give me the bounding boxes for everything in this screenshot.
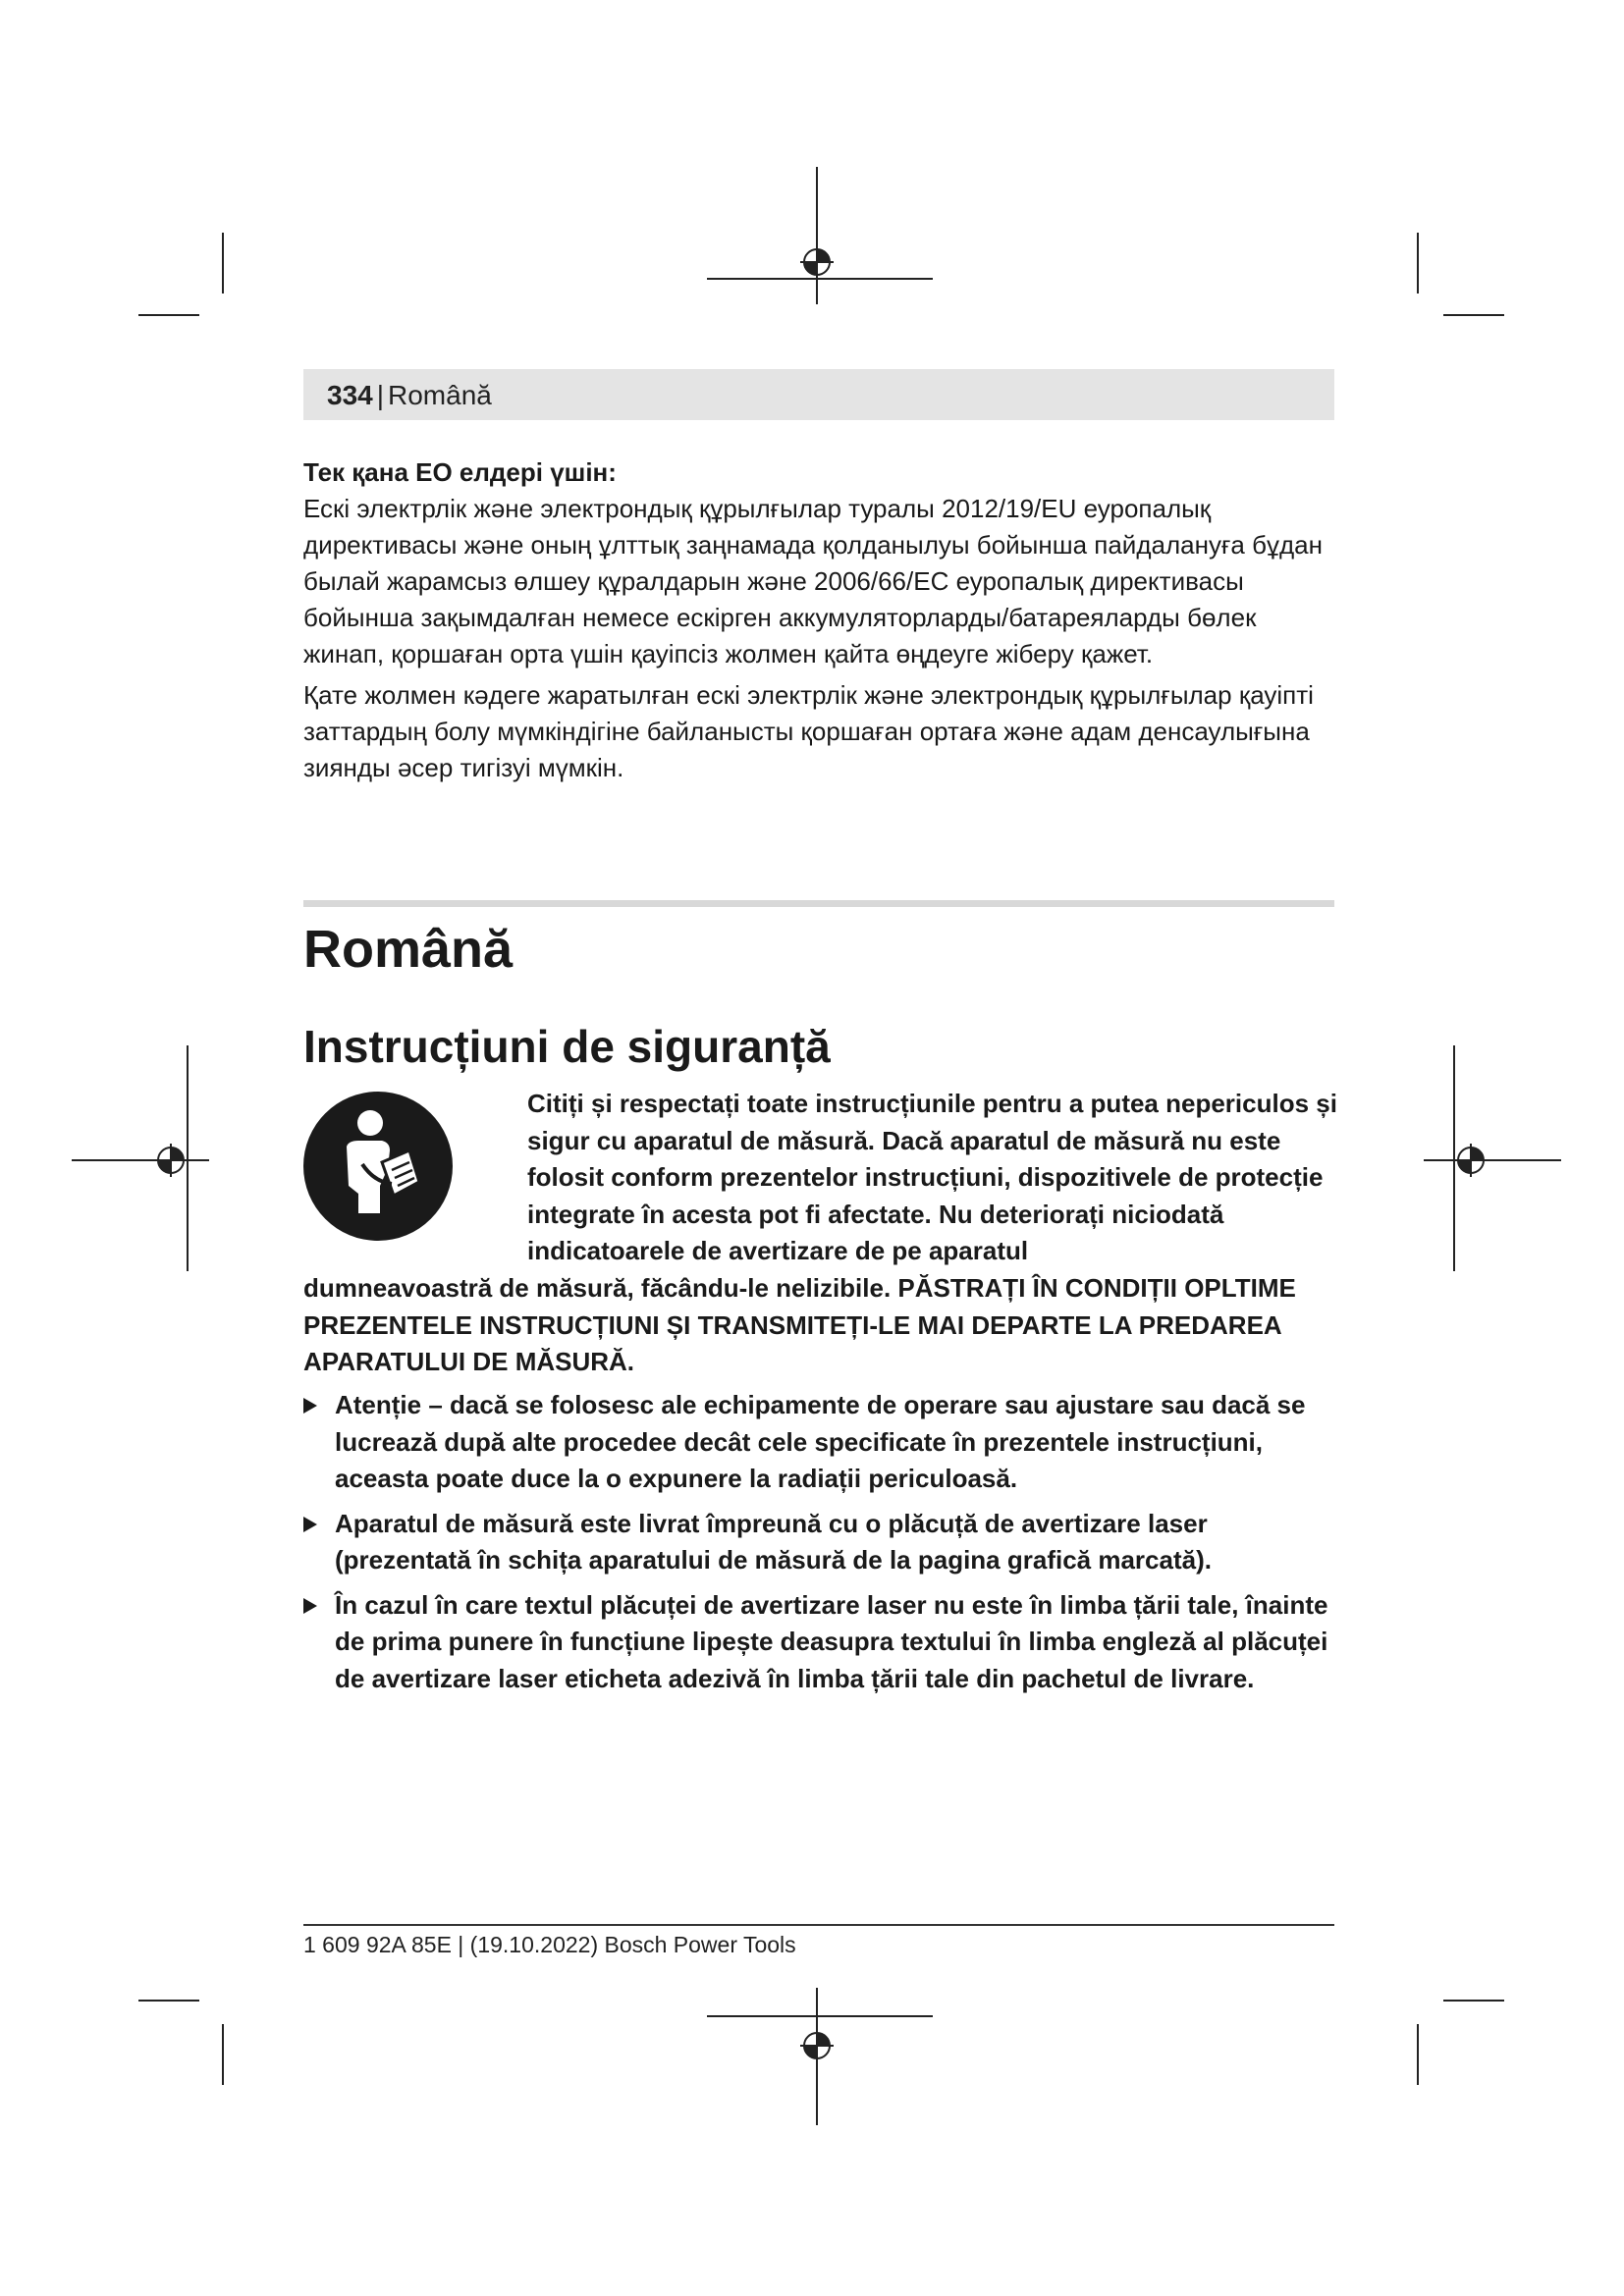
registration-line bbox=[816, 167, 818, 304]
list-item bbox=[303, 1506, 1337, 1579]
bullet-text: Atenție – dacă se folosesc ale echipamente de operare sau ajustare sau dacă se lucrează după alte procedee decât cele specificate în prezentele instrucțiuni, aceasta poate duce la o expunere la radiații periculoasă. bbox=[335, 1390, 1306, 1493]
kz-paragraph-2: Қате жолмен кәдеге жаратылған ескі электрлік және электрондық құрылғылар қауіпті заттардың болу мүмкіндігіне байланысты қоршаған ортаға және адам денсаулығына зиянды әсер тигізуі мүмкін. bbox=[303, 680, 1314, 782]
bullet-triangle-icon bbox=[303, 1598, 317, 1614]
bullet-triangle-icon bbox=[303, 1398, 317, 1414]
registration-line bbox=[72, 1159, 209, 1161]
kz-heading: Тек қана ЕО елдері үшін: bbox=[303, 457, 617, 487]
header-language: Română bbox=[388, 380, 492, 410]
crop-mark bbox=[1443, 314, 1504, 316]
kz-paragraph-1: Ескі электрлік және электрондық құрылғылар туралы 2012/19/EU еуропалық директивасы және оның ұлттық заңнамада қолданылуы бойынша пайдалануға бұдан былай жарамсыз өлшеу құралдарын және 2006/66/EC еуропалық директивасы бойынша зақымдалған немесе ескірген аккумуляторларды/батареяларды бөлек жинап, қоршаған орта үшін қауіпсіз жолмен қайта өңдеуге жіберу қажет. bbox=[303, 494, 1323, 668]
safety-intro-continued: dumneavoastră de măsură, făcându-le nelizibile. PĂSTRAȚI ÎN CONDIȚII OPLTIME PREZENTELE INSTRUCȚIUNI ȘI TRANSMITEȚI-LE MAI DEPARTE LA PREDAREA APARATULUI DE MĂSURĂ. bbox=[303, 1273, 1296, 1376]
crop-mark bbox=[138, 314, 199, 316]
section-divider bbox=[303, 900, 1334, 907]
header-text bbox=[327, 379, 492, 412]
crop-mark bbox=[138, 2000, 199, 2002]
page-number: 334 bbox=[327, 380, 373, 410]
bullet-text: Aparatul de măsură este livrat împreună cu o plăcuță de avertizare laser (prezentată în schița aparatului de măsură de la pagina grafică marcată). bbox=[335, 1508, 1212, 1575]
crop-mark bbox=[1417, 2024, 1419, 2085]
footer-divider bbox=[303, 1924, 1334, 1926]
crosshair-target-icon bbox=[1454, 1144, 1488, 1177]
page-footer: 1 609 92A 85E | (19.10.2022) Bosch Power Tools bbox=[303, 1932, 796, 1957]
crosshair-target-icon bbox=[154, 1144, 188, 1177]
bullet-text: În cazul în care textul plăcuței de avertizare laser nu este în limba țării tale, înainte de prima punere în funcțiune lipește deasupra textului în limba engleză al plăcuței de avertizare laser eticheta adezivă în limba țării tale din pachetul de livrare. bbox=[335, 1589, 1328, 1693]
registration-line bbox=[707, 2015, 933, 2017]
crosshair-target-icon bbox=[800, 2029, 834, 2062]
crop-mark bbox=[222, 2024, 224, 2085]
bullet-triangle-icon bbox=[303, 1517, 317, 1532]
crosshair-target-icon bbox=[800, 245, 834, 279]
section-title: Română bbox=[303, 920, 514, 979]
registration-line bbox=[1424, 1159, 1561, 1161]
safety-heading: Instrucțiuni de siguranță bbox=[303, 1021, 831, 1072]
page-header bbox=[303, 369, 1334, 420]
list-item bbox=[303, 1587, 1337, 1698]
safety-intro-beside-icon: Citiți și respectați toate instrucțiunile pentru a putea nepericulos și sigur cu aparatul de măsură. Dacă aparatul de măsură nu este folosit conform prezentelor instrucțiuni, dispozitivele de protecție integrate în acesta pot fi afectate. Nu deteriorați niciodată indicatoarele de avertizare de pe aparatul bbox=[527, 1089, 1337, 1265]
safety-bullet-list bbox=[303, 1387, 1337, 1705]
header-separator: | bbox=[376, 380, 384, 410]
crop-mark bbox=[1443, 2000, 1504, 2002]
read-manual-icon bbox=[303, 1092, 453, 1241]
list-item bbox=[303, 1387, 1337, 1498]
crop-mark bbox=[1417, 233, 1419, 294]
crop-mark bbox=[222, 233, 224, 294]
